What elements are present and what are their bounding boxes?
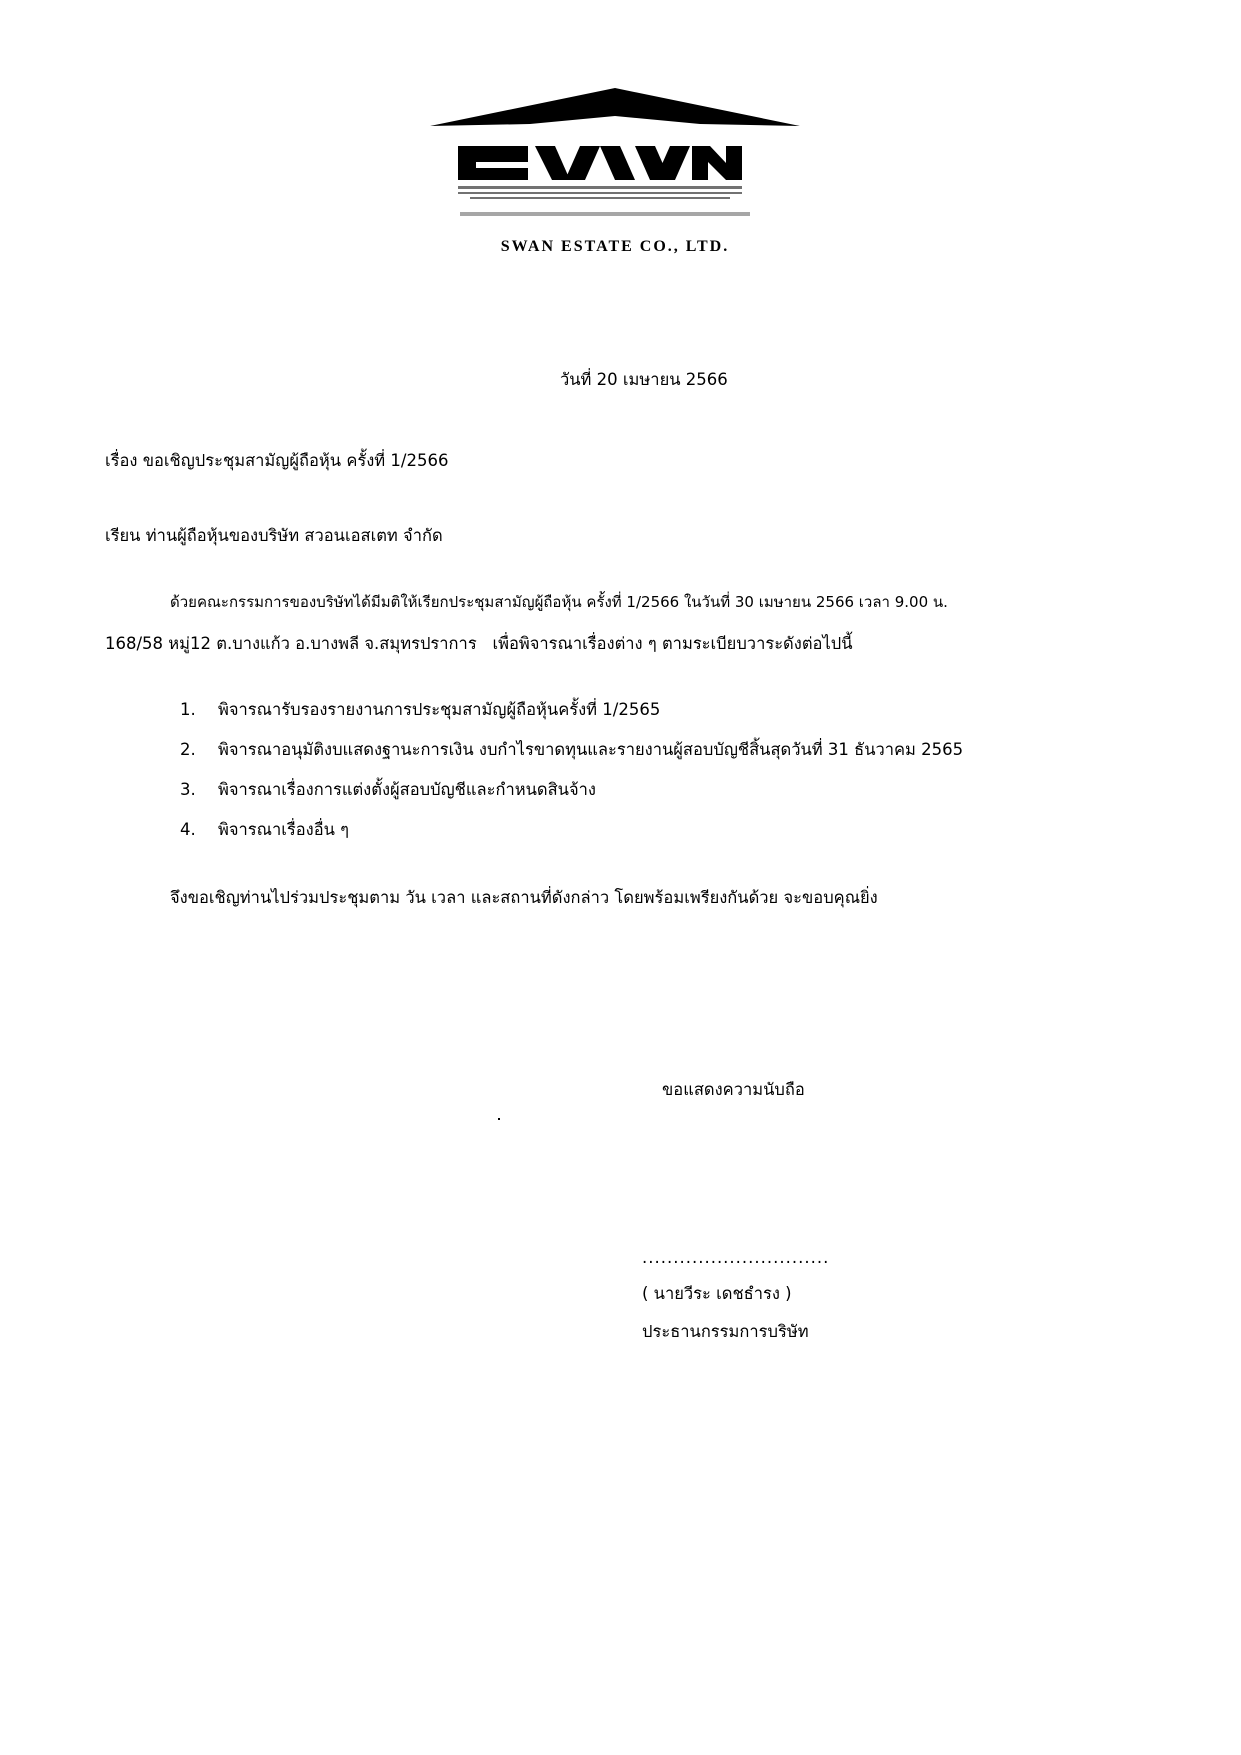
agenda-item — [180, 702, 660, 719]
meeting-address: 168/58 หมู่12 ต.บางแก้ว อ.บางพลี จ.สมุทรปราการ — [105, 634, 477, 653]
body-paragraph-line-2 — [105, 636, 853, 653]
agenda-text: พิจารณารับรองรายงานการประชุมสามัญผู้ถือหุ้นครั้งที่ 1/2565 — [218, 700, 661, 719]
agenda-item — [180, 742, 963, 759]
letter-salutation: เรียน ท่านผู้ถือหุ้นของบริษัท สวอนเอสเตท จำกัด — [105, 526, 443, 545]
agenda-number: 4. — [180, 820, 196, 839]
company-logo — [430, 88, 810, 260]
closing-phrase: ขอแสดงความนับถือ — [662, 1080, 805, 1099]
body-paragraph-line-1: ด้วยคณะกรรมการของบริษัทได้มีมติให้เรียกประชุมสามัญผู้ถือหุ้น ครั้งที่ 1/2566 ในวันที่ 30 เมษายน 2566 เวลา 9.00 น. — [170, 593, 948, 611]
agenda-item — [180, 822, 349, 839]
letter-subject: เรื่อง ขอเชิญประชุมสามัญผู้ถือหุ้น ครั้งที่ 1/2566 — [105, 451, 449, 470]
agenda-item — [180, 782, 596, 799]
agenda-text: พิจารณาเรื่องอื่น ๆ — [218, 820, 350, 839]
letter-date: วันที่ 20 เมษายน 2566 — [560, 370, 728, 389]
invitation-paragraph: จึงขอเชิญท่านไปร่วมประชุมตาม วัน เวลา และสถานที่ดังกล่าว โดยพร้อมเพรียงกันด้วย จะขอบคุณยิ่ง — [170, 888, 878, 907]
logo-english-name: SWAN ESTATE CO., LTD. — [500, 238, 730, 255]
agenda-number: 1. — [180, 700, 196, 719]
signature-line: .............................. — [642, 1248, 830, 1267]
agenda-text: พิจารณาอนุมัติงบแสดงฐานะการเงิน งบกำไรขาดทุนและรายงานผู้สอบบัญชีสิ้นสุดวันที่ 31 ธันวาคม 2565 — [218, 740, 964, 759]
signer-name: ( นายวีระ เดชธำรง ) — [642, 1284, 792, 1303]
agenda-number: 2. — [180, 740, 196, 759]
stray-mark — [498, 1118, 500, 1120]
signer-title: ประธานกรรมการบริษัท — [642, 1322, 809, 1341]
swan-roof-logo-graphic — [430, 88, 800, 238]
agenda-text: พิจารณาเรื่องการแต่งตั้งผู้สอบบัญชีและกำหนดสินจ้าง — [218, 780, 596, 799]
agenda-number: 3. — [180, 780, 196, 799]
meeting-purpose: เพื่อพิจารณาเรื่องต่าง ๆ ตามระเบียบวาระดังต่อไปนี้ — [492, 634, 853, 653]
